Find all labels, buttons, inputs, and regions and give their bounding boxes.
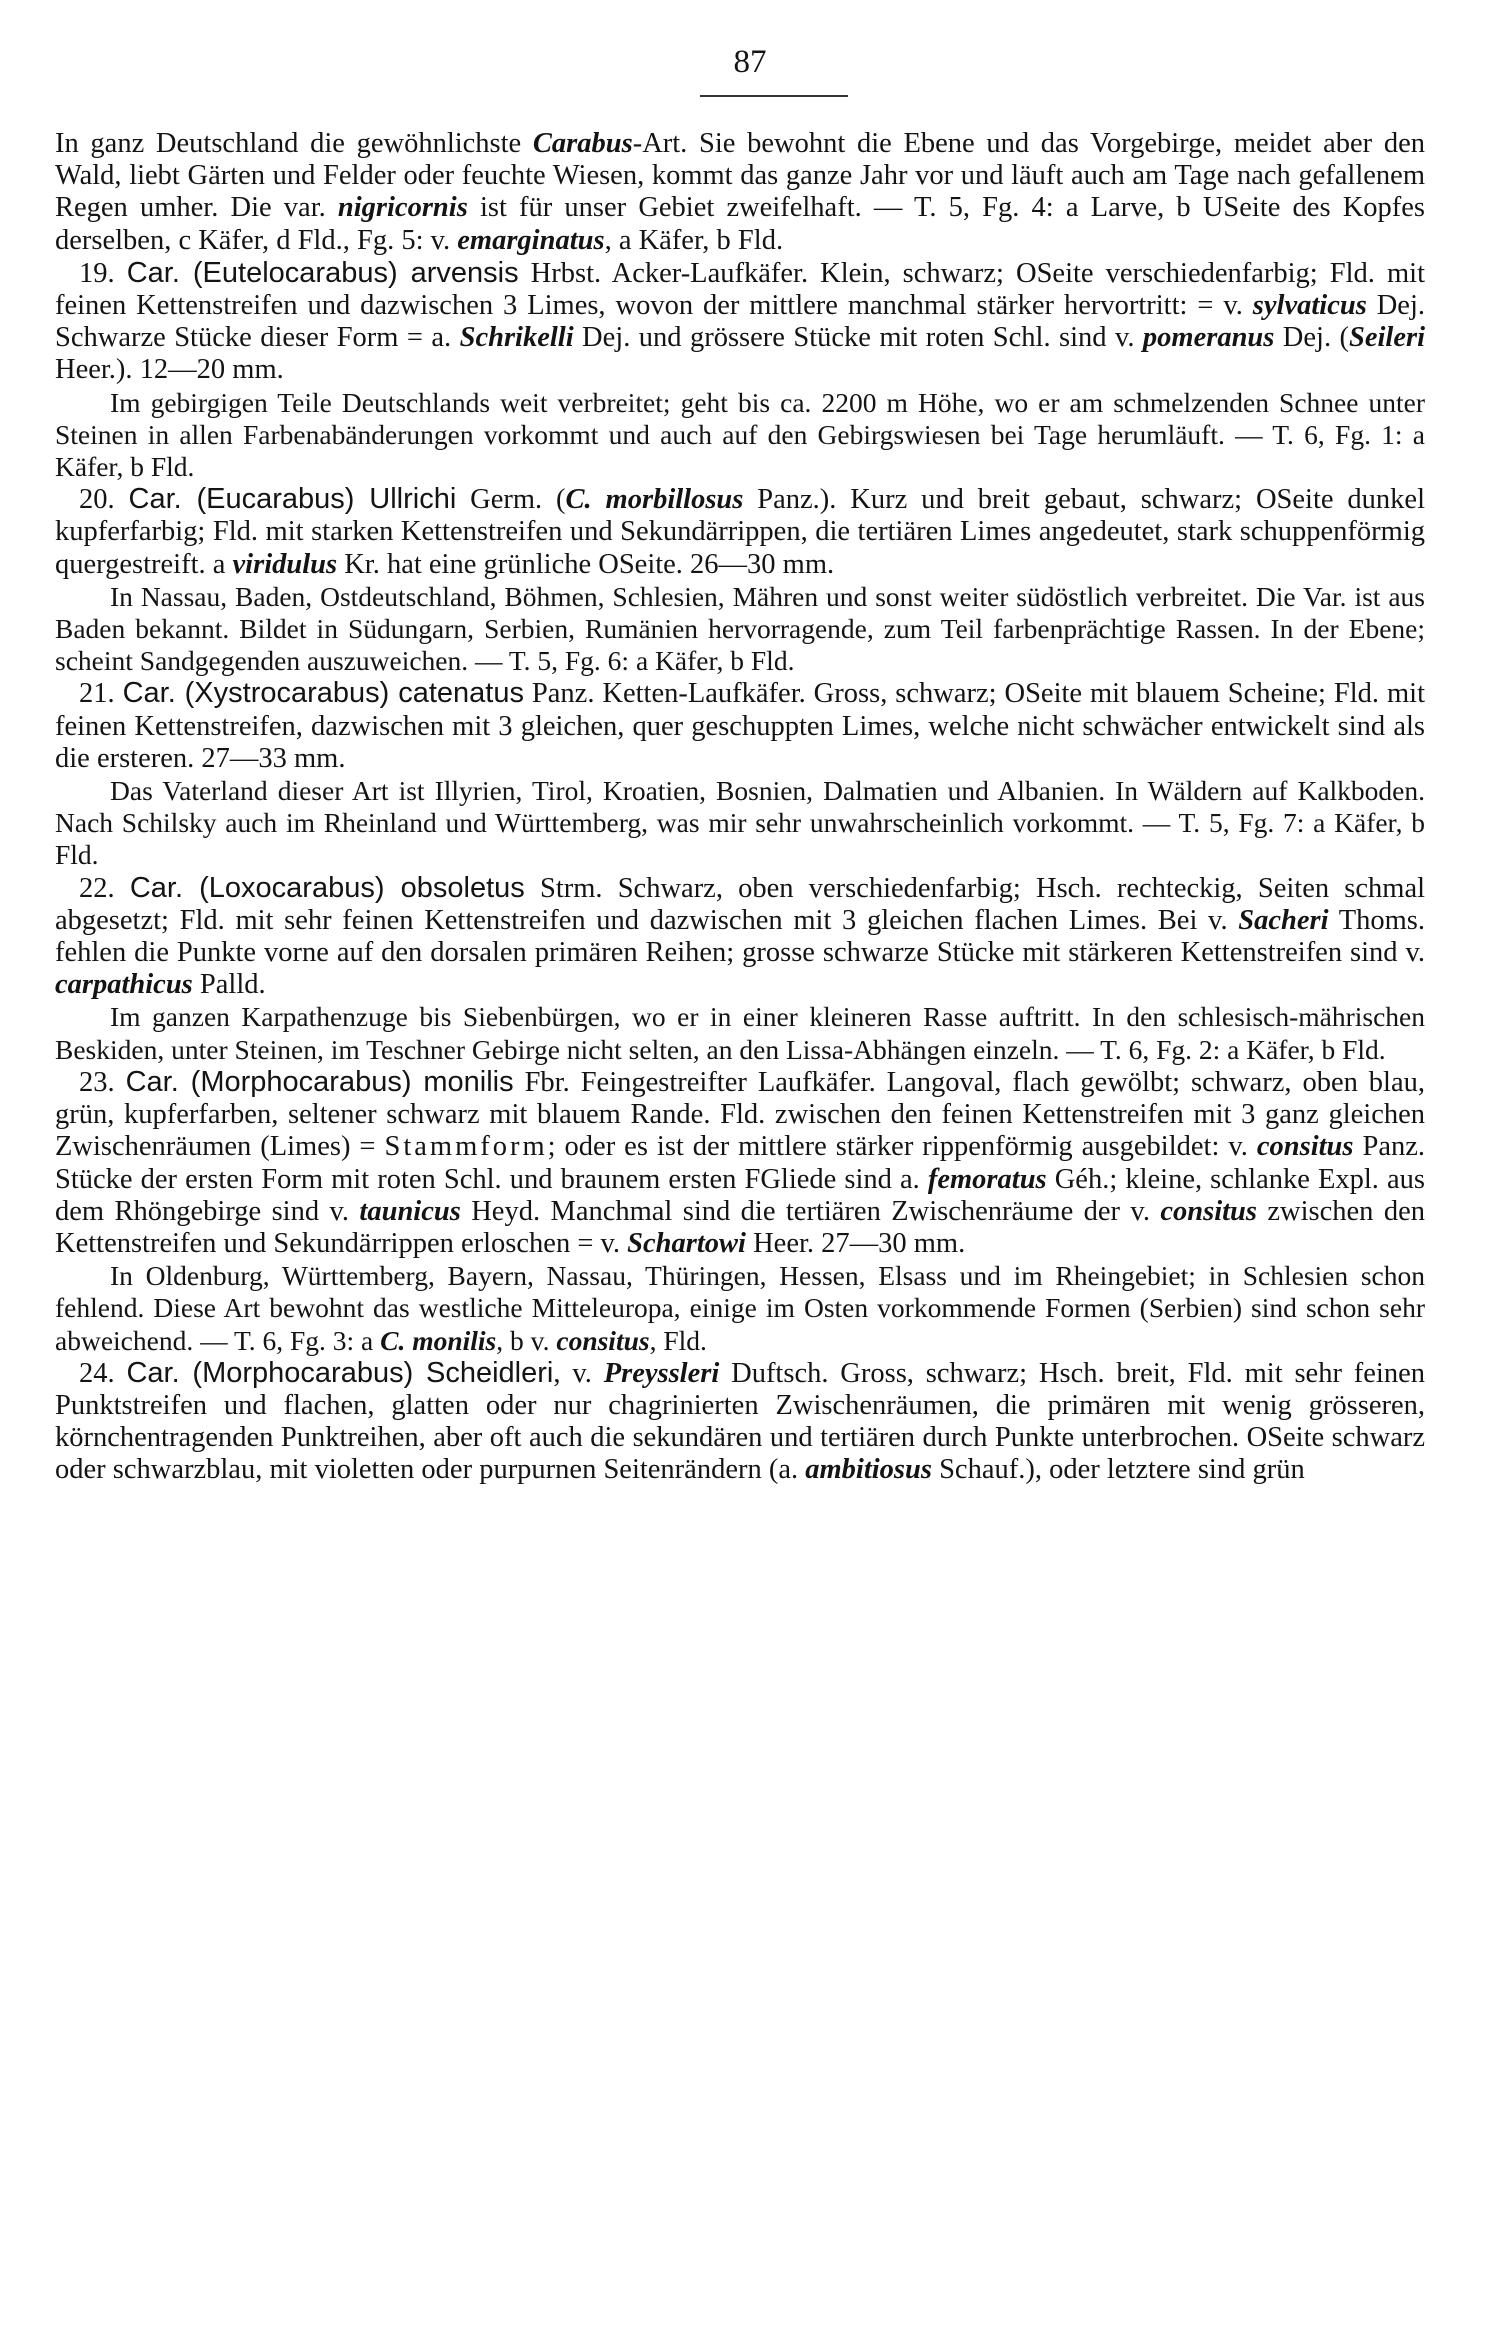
page-body	[55, 128, 1425, 1487]
distribution-21: Das Vaterland dieser Art ist Illyrien, Tirol, Kroatien, Bosnien, Dalmatien und Albanien. In Wäldern auf Kalkboden. Nach Schilsky auch im Rheinland und Württemberg, was mir sehr unwahrscheinlich vorkommt. — T. 5, Fg. 7: a Käfer, b Fld.	[55, 775, 1425, 871]
distribution-20: In Nassau, Baden, Ostdeutschland, Böhmen, Schlesien, Mähren und sonst weiter südöstlich verbreitet. Die Var. ist aus Baden bekannt. Bildet in Südungarn, Serbien, Rumänien hervorragende, zum Teil farbenprächtige Rassen. In der Ebene; scheint Sandgegenden auszuweichen. — T. 5, Fg. 6: a Käfer, b Fld.	[55, 580, 1425, 677]
species-name: Car. (Morphocarabus) monilis	[125, 1065, 514, 1098]
entry-number: 19.	[79, 257, 127, 289]
species-name: Car. (Morphocarabus) Scheidleri	[126, 1356, 554, 1389]
entry-23: 23. Car. (Morphocarabus) monilis Fbr. Feingestreifter Laufkäfer. Langoval, flach gewölbt; schwarz, oben blau, grün, kupferfarben, seltener schwarz mit blauem Rande. Fld. zwischen den feinen Kettenstreifen mit 3 ganz gleichen Zwischenräumen (Limes) = Stammform; oder es ist der mittlere stärker rippenförmig ausgebildet: v. consitus Panz. Stücke der ersten Form mit roten Schl. und braunem ersten FGliede sind a. femoratus Géh.; kleine, schlanke Expl. aus dem Rhöngebirge sind v. taunicus Heyd. Manchmal sind die tertiären Zwischenräume der v. consitus zwischen den Kettenstreifen und Sekundärrippen erloschen = v. Schartowi Heer. 27—30 mm.	[55, 1065, 1426, 1259]
species-name: Car. (Xystrocarabus) catenatus	[122, 677, 524, 710]
species-name: Car. (Eucarabus) Ullrichi	[128, 483, 457, 516]
entry-20: 20. Car. (Eucarabus) Ullrichi Germ. (C. morbillosus Panz.). Kurz und breit gebaut, schwarz; OSeite dunkel kupferfarbig; Fld. mit starken Kettenstreifen und Sekundärrippen, die tertiären Limes angedeutet, stark schuppenförmig quergestreift. a viridulus Kr. hat eine grünliche OSeite. 26—30 mm.	[55, 483, 1425, 580]
entry-number: 23.	[79, 1066, 126, 1098]
distribution-22: Im ganzen Karpathenzuge bis Siebenbürgen, wo er in einer kleineren Rasse auftritt. In den schlesisch-mährischen Beskiden, unter Steinen, im Teschner Gebirge nicht selten, an den Lissa-Abhängen einzeln. — T. 6, Fg. 2: a Käfer, b Fld.	[55, 1001, 1425, 1065]
entry-21: 21. Car. (Xystrocarabus) catenatus Panz. Ketten-Laufkäfer. Gross, schwarz; OSeite mit blauem Scheine; Fld. mit feinen Kettenstreifen, dazwischen mit 3 gleichen, quer geschuppten Limes, welche nicht schwächer entwickelt sind als die ersteren. 27—33 mm.	[55, 677, 1425, 774]
distribution-19: Im gebirgigen Teile Deutschlands weit verbreitet; geht bis ca. 2200 m Höhe, wo er am schmelzenden Schnee unter Steinen in allen Farbenabänderungen vorkommt und auch auf den Gebirgswiesen bei Tage herumläuft. — T. 6, Fg. 1: a Käfer, b Fld.	[55, 386, 1425, 483]
paragraph-intro: In ganz Deutschland die gewöhnlichste Carabus-Art. Sie bewohnt die Ebene und das Vorgebirge, meidet aber den Wald, liebt Gärten und Felder oder feuchte Wiesen, kommt das ganze Jahr vor und läuft auch am Tage nach gefallenem Regen umher. Die var. nigricornis ist für unser Gebiet zweifelhaft. — T. 5, Fg. 4: a Larve, b USeite des Kopfes derselben, c Käfer, d Fld., Fg. 5: v. emarginatus, a Käfer, b Fld.	[55, 128, 1426, 256]
entry-19: 19. Car. (Eutelocarabus) arvensis Hrbst. Acker-Laufkäfer. Klein, schwarz; OSeite verschiedenfarbig; Fld. mit feinen Kettenstreifen und dazwischen 3 Limes, wovon der mittlere manchmal stärker hervortritt: = v. sylvaticus Dej. Schwarze Stücke dieser Form = a. Schrikelli Dej. und grössere Stücke mit roten Schl. sind v. pomeranus Dej. (Seileri Heer.). 12—20 mm.	[55, 256, 1426, 386]
entry-number: 21.	[79, 678, 123, 710]
entry-22: 22. Car. (Loxocarabus) obsoletus Strm. Schwarz, oben verschiedenfarbig; Hsch. rechteckig, Seiten schmal abgesetzt; Fld. mit sehr feinen Kettenstreifen und dazwischen mit 3 gleichen flachen Limes. Bei v. Sacheri Thoms. fehlen die Punkte vorne auf den dorsalen primären Reihen; grosse schwarze Stücke mit stärkeren Kettenstreifen sind v. carpathicus Palld.	[55, 871, 1426, 1001]
entry-number: 22.	[79, 872, 130, 904]
species-name: Car. (Loxocarabus) obsoletus	[129, 871, 525, 904]
entry-number: 24.	[79, 1357, 127, 1389]
entry-24: 24. Car. (Morphocarabus) Scheidleri, v. Preyssleri Duftsch. Gross, schwarz; Hsch. breit, Fld. mit sehr feinen Punktstreifen und flachen, glatten oder nur chagrinierten Zwischenräumen, die primären mit wenig grösseren, körnchentragenden Punktreihen, aber oft auch die sekundären und tertiären durch Punkte unterbrochen. OSeite schwarz oder schwarzblau, mit violetten oder purpurnen Seitenrändern (a. ambitiosus Schauf.), oder letztere sind grün	[55, 1356, 1425, 1486]
species-name: Car. (Eutelocarabus) arvensis	[126, 256, 519, 289]
page-number: 87	[733, 44, 767, 80]
entry-number: 20.	[79, 484, 129, 516]
page-number-rule	[700, 95, 848, 97]
distribution-23: In Oldenburg, Württemberg, Bayern, Nassau, Thüringen, Hessen, Elsass und im Rheingebiet; in Schlesien schon fehlend. Diese Art bewohnt das westliche Mitteleuropa, einige im Osten vorkommende Formen (Serbien) sind schon sehr abweichend. — T. 6, Fg. 3: a C. monilis, b v. consitus, Fld.	[55, 1260, 1425, 1356]
